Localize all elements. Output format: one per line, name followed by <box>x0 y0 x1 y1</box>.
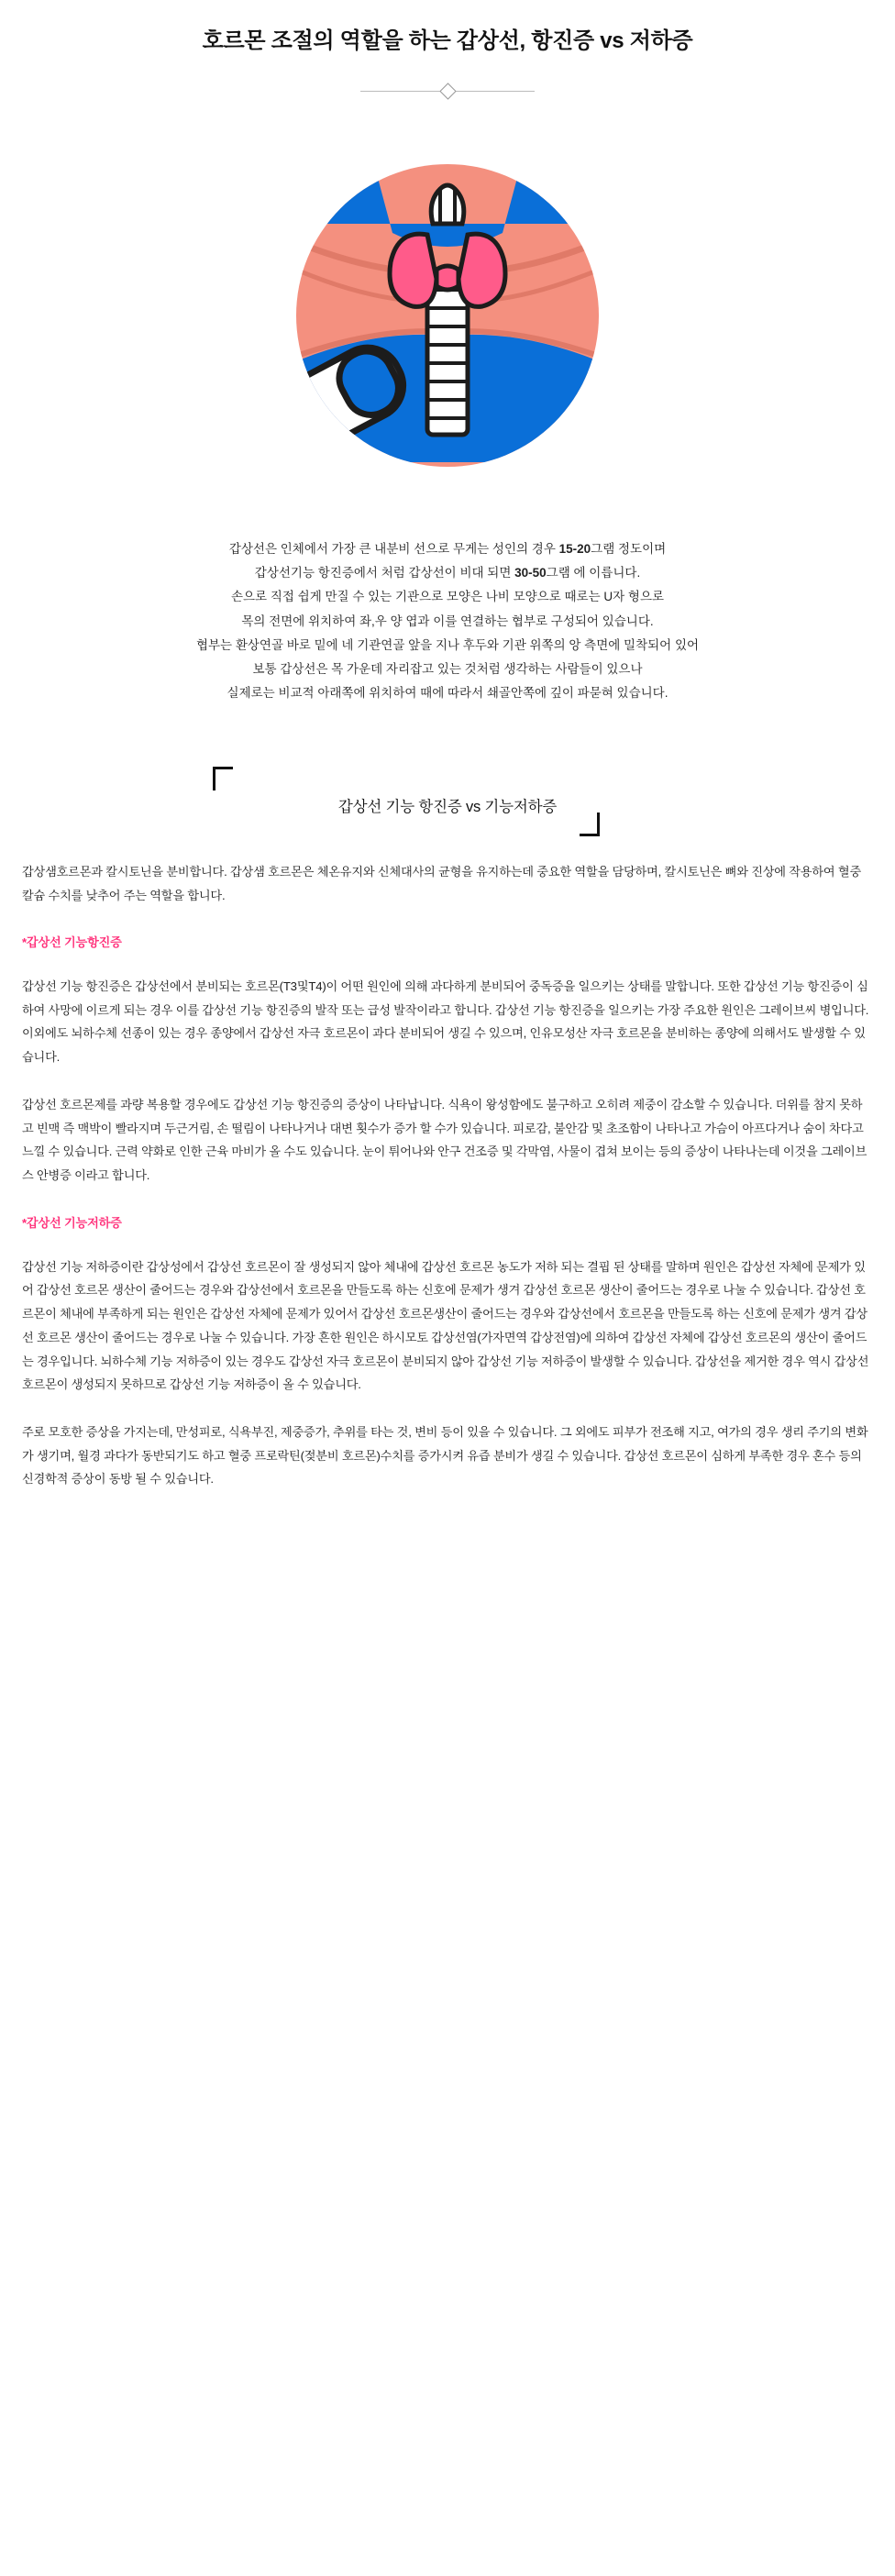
hero-image-container <box>0 132 895 499</box>
bracket-top-left-icon <box>213 767 233 790</box>
subheading-hypothyroidism: *갑상선 기능저하증 <box>22 1215 122 1230</box>
title-section <box>0 0 895 57</box>
paragraph-hypo-1: 갑상선 기능 저하증이란 갑상성에서 갑상선 호르몬이 잘 생성되지 않아 체내에 갑상선 호르몬 농도가 저하 되는 결핍 된 상태를 말하며 원인은 갑상선 자체에 문제가 있어 갑상선 호르몬 생산이 줄어드는 경우와 갑상선에서 호르몬을 만들도록 하는 신호에 문제가 생겨 갑상선 호르몬 생산이 줄어드는 경우로 나눌 수 있습니다. 갑상선 호르몬이 체내에 부족하게 되는 원인은 갑상선 자체에 문제가 있어서 갑상선 호르몬생산이 줄어드는 경우와 갑상선에서 호르몬을 만들도록 하는 신호에 문제가 생겨 갑상선 호르몬 생산이 줄어드는 경우로 나눌 수 있습니다. 가장 흔한 원인은 하시모토 갑상선염(가자면역 갑상전염)에 의하여 갑상선 자체에 갑상선 호르몬의 생산이 줄어드는 경우입니다. 뇌하수체 기능 저하증이 있는 경우도 갑상선 자극 호르몬이 분비되지 않아 갑상선 기능 저하증이 발생할 수 있습니다. 갑상선을 제거한 경우 역시 갑상선호르몬이 생성되지 못하므로 갑상선 기능 저하증이 올 수 있습니다. <box>22 1259 869 1392</box>
paragraph-hypo-2: 주로 모호한 증상을 가지는데, 만성피로, 식욕부진, 제중증가, 추위를 타는 것, 변비 등이 있을 수 있습니다. 그 외에도 피부가 전조해 지고, 여가의 경우 생리 주기의 변화가 생기며, 월경 과다가 동반되기도 하고 혈중 프로락틴(젖분비 호르몬)수치를 증가시켜 유즙 분비가 생길 수 있습니다. 갑상선 호르몬이 심하게 부족한 경우 혼수 등의 신경학적 증상이 동방 될 수 있습니다. <box>22 1425 868 1487</box>
section-heading-block <box>0 759 895 860</box>
section-heading: 갑상선 기능 항진증 vs 기능저하증 <box>337 798 558 815</box>
intro-line-1: 갑상선은 인체에서 가장 큰 내분비 선으로 무게는 성인의 경우 15-20그램 정도이며 <box>228 541 667 556</box>
bracket-bottom-right-icon <box>580 813 600 836</box>
intro-line-6: 보통 갑상선은 목 가운데 자리잡고 있는 것처럼 생각하는 사람들이 있으나 <box>252 662 643 677</box>
intro-line-4: 목의 전면에 위치하여 좌,우 양 엽과 이를 연결하는 협부로 구성되어 있습니다. <box>241 614 654 628</box>
intro-paragraph <box>0 537 895 706</box>
intro-line-2: 갑상선기능 항진증에서 처럼 갑상선이 비대 되면 30-50그램 에 이릅니다. <box>254 565 641 580</box>
lead-paragraph: 갑상샘호르몬과 칼시토닌을 분비합니다. 갑상샘 호르몬은 체온유지와 신체대사의 균형을 유지하는데 중요한 역할을 담당하며, 칼시토닌은 뼈와 진상에 작용하여 혈중 칼슘 수치를 낮추어 주는 역할을 합니다. <box>22 864 862 902</box>
thyroid-gland-anatomy-illustration <box>209 132 686 499</box>
article-body <box>0 860 895 1491</box>
subheading-hyperthyroidism: *갑상선 기능항진증 <box>22 935 122 950</box>
intro-line-5: 협부는 환상연골 바로 밑에 네 기관연골 앞을 지나 후두와 기관 위쪽의 앙 측면에 밀착되어 있어 <box>195 637 700 652</box>
intro-line-3: 손으로 직접 쉽게 만질 수 있는 기관으로 모양은 나비 모양으로 때로는 U자 형으로 <box>230 590 665 604</box>
paragraph-hyper-2: 갑상선 호르몬제를 과량 복용할 경우에도 갑상선 기능 항진증의 증상이 나타납니다. 식욕이 왕성함에도 불구하고 오히려 제중이 감소할 수 있습니다. 더위를 참지 못하고 빈맥 즉 맥박이 빨라지며 두근거림, 손 떨림이 나타나거나 대변 횟수가 증가 할 수가 있습니다. 피로감, 불안감 및 초조함이 나타나고 가슴이 아프다거나 숨이 차다고 느낄 수 있습니다. 근력 약화로 인한 근육 마비가 올 수도 있습니다. 눈이 튀어나와 안구 건조증 및 각막염, 사물이 겹쳐 보이는 등의 증상이 나타나는데 이것을 그레이브스 안병증 이라고 합니다. <box>22 1097 867 1183</box>
diamond-divider-icon <box>360 83 535 101</box>
divider-diamond <box>439 83 456 99</box>
paragraph-hyper-1: 갑상선 기능 항진증은 갑상선에서 분비되는 호르몬(T3및T4)이 어떤 원인에 의해 과다하게 분비되어 중독증을 일으키는 상태를 말합니다. 또한 갑상선 기능 항진증이 심하여 사망에 이르게 되는 경우 이를 갑상선 기능 항진증의 발작 또는 급성 발작이라고 합니다. 갑상선 기능 항진증을 일으키는 가장 주요한 원인은 그레이브씨 병입니다. 이외에도 뇌하수체 선종이 있는 경우 종양에서 갑상선 자극 호르몬이 과다 분비되어 생길 수 있으며, 인유모성산 자극 호르몬을 분비하는 종양에 의해서도 발생할 수 있습니다. <box>22 978 869 1065</box>
intro-line-7: 실제로는 비교적 아래쪽에 위치하여 때에 따라서 쇄골안쪽에 깊이 파묻혀 있습니다. <box>227 686 668 701</box>
intro-highlight-weight: 15-20 <box>558 541 591 556</box>
bottom-spacer <box>0 1515 895 1552</box>
intro-highlight-weight-2: 30-50 <box>514 565 547 580</box>
page-title: 호르몬 조절의 역할을 하는 갑상선, 항진증 vs 저하증 <box>202 28 693 53</box>
